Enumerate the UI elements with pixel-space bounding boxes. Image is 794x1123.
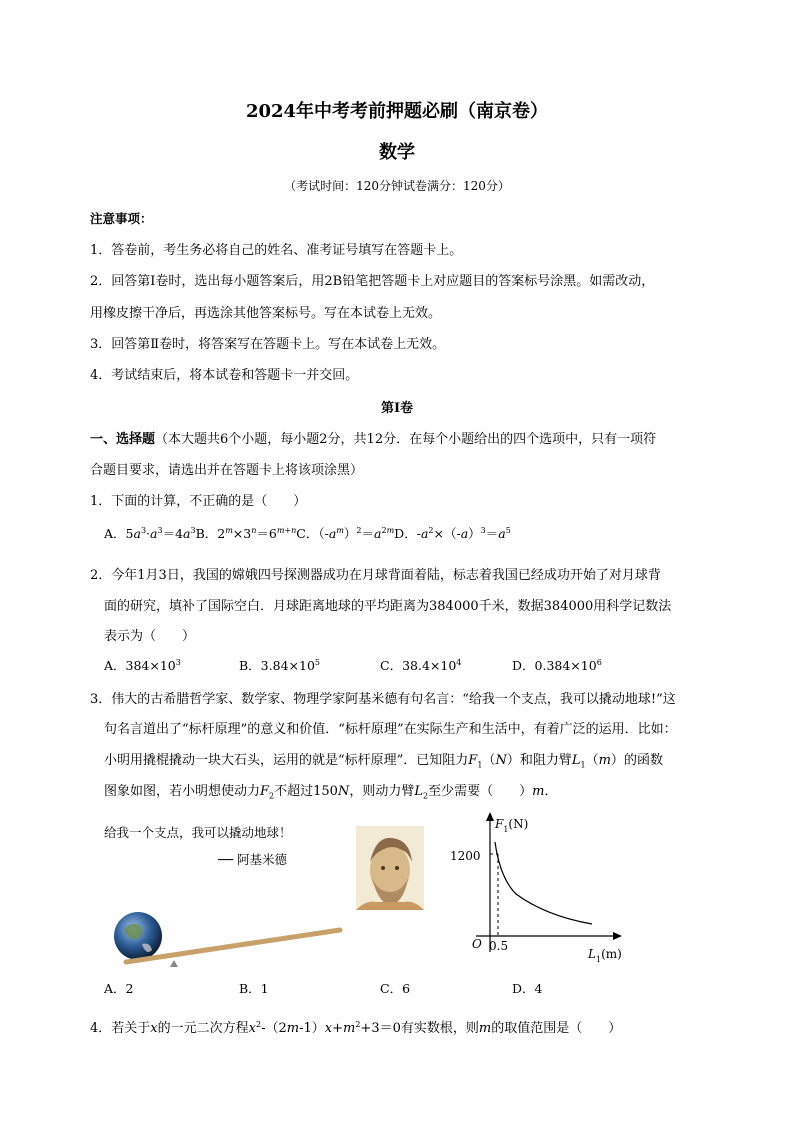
- q2-option-c: [380, 656, 461, 674]
- q3-line4b: 不超过150: [274, 784, 338, 799]
- y-axis-arrow: [486, 812, 494, 821]
- q3-line3c: 的函数: [623, 753, 663, 768]
- q4-stem-b: 的一元二次方程: [157, 1021, 249, 1036]
- inverse-function-graph: [446, 808, 626, 968]
- origin-label: O: [472, 937, 482, 951]
- note-item: 4．考试结束后，将本试卷和答题卡一并交回。: [90, 368, 359, 383]
- part-heading: 一、选择题: [90, 432, 156, 447]
- q2-option-a-text: A．384×10: [104, 658, 176, 673]
- q1-opt-b-label: B．: [195, 526, 218, 541]
- q4-stem-d: 的取值范围是（ ）: [491, 1021, 622, 1036]
- q3-line1: 3．伟大的古希腊哲学家、数学家、物理学家阿基米德有句名言：“给我一个支点，我可以撬动地球!”这: [90, 692, 676, 707]
- q3-option-a: A．2: [104, 981, 134, 996]
- q3-line3b: 和阻力臂: [519, 753, 572, 768]
- fulcrum-icon: [170, 960, 178, 967]
- q2-line2: 面的研究，填补了国际空白．月球距离地球的平均距离为384000千米，数据384000用科学记数法: [104, 599, 672, 614]
- note-item: 2．回答第Ⅰ卷时，选出每小题答案后，用2B铅笔把答题卡上对应题目的答案标号涂黑。如需改动，: [90, 274, 655, 289]
- q4-stem-a: 4．若关于: [90, 1021, 151, 1036]
- q3-line4a: 图象如图，若小明想使动力: [104, 784, 261, 799]
- q2-option-d-text: D．0.384×10: [512, 658, 597, 673]
- q4-stem-c: 有实数根，则: [400, 1021, 479, 1036]
- exam-info: （考试时间：120分钟试卷满分：120分）: [284, 179, 510, 193]
- x-axis-arrow: [613, 932, 622, 940]
- part-desc-1: （本大题共6个小题，每小题2分，共12分．在每个小题给出的四个选项中，只有一项符: [155, 432, 657, 447]
- y-tick-label: 1200: [450, 849, 481, 863]
- subject-title: 数学: [379, 142, 415, 163]
- q2-option-b: [239, 656, 320, 674]
- q3-line4: 图象如图，若小明想使动力$F_2$不超过150N，则动力臂$L_2$至少需要（ ）m．: [104, 784, 558, 801]
- x-tick-label: 0.5: [489, 939, 509, 953]
- q1-opt-a-label: A．: [104, 526, 126, 541]
- q1-options: A．$5a^3\cdot a^3=4a^3B$．$2^m\times 3^n=6^{m+n}C$．$(-a^m)^2=a^{2m}D$．$-a^2\times(-a)^3=a^5$: [104, 526, 511, 541]
- inverse-curve: [495, 842, 592, 924]
- q1-opt-c-label: C．: [296, 526, 319, 541]
- note-item: 用橡皮擦干净后，再选涂其他答案标号。写在本试卷上无效。: [90, 306, 442, 321]
- q3-line3a: 小明用撬棍撬动一块大石头，运用的就是“标杆原理”．已知阻力: [104, 753, 469, 768]
- notes-heading: 注意事项：: [90, 211, 153, 226]
- section-title: 第Ⅰ卷: [380, 401, 414, 416]
- q3-line4c: ，则动力臂: [349, 784, 415, 799]
- q2-option-a-exp: 3: [175, 658, 181, 667]
- q2-option-d-exp: 6: [596, 658, 602, 667]
- archimedes-portrait: [356, 826, 424, 910]
- earth-icon: [114, 912, 162, 960]
- q2-option-b-exp: 5: [314, 658, 320, 667]
- q3-option-c: C．6: [380, 981, 411, 996]
- q2-option-d: [512, 656, 602, 674]
- quote-author: ── 阿基米德: [218, 852, 288, 867]
- y-axis-label: $F_1(N)$: [495, 817, 529, 834]
- q1-opt-d-label: D．: [394, 526, 417, 541]
- lever-illustration: [108, 880, 348, 970]
- q3-line2: 句名言道出了“标杆原理”的意义和价值．“标杆原理”在实际生产和生活中，有着广泛的运用．比如：: [104, 722, 677, 737]
- q2-line1: 2．今年1月3日，我国的嫦娥四号探测器成功在月球背面着陆，标志着我国已经成功开始了对月球背: [90, 568, 661, 583]
- q3-option-b: B．1: [239, 981, 269, 996]
- q3-option-d: D．4: [512, 981, 543, 996]
- archimedes-quote: 给我一个支点，我可以撬动地球！: [104, 825, 292, 840]
- q1-stem: 1．下面的计算，不正确的是（ ）: [90, 494, 307, 509]
- q2-option-c-text: C．38.4×10: [380, 658, 457, 673]
- q2-option-c-exp: 4: [456, 658, 462, 667]
- q2-option-b-text: B．3.84×10: [239, 658, 315, 673]
- q2-line3: 表示为（ ）: [104, 629, 196, 644]
- note-item: 3．回答第Ⅱ卷时，将答案写在答题卡上。写在本试卷上无效。: [90, 337, 446, 352]
- x-axis-label: $L_1(m)$: [588, 947, 622, 964]
- q3-line4d: 至少需要（ ）: [428, 784, 533, 799]
- part-desc-2: 合题目要求，请选出并在答题卡上将该项涂黑）: [90, 463, 364, 478]
- q4-stem: 4．若关于x的一元二次方程$x^2-(2m-1)x+m^2+3=0$有实数根，则m的取值范围是（ ）: [90, 1020, 622, 1036]
- note-item: 1．答卷前，考生务必将自己的姓名、准考证号填写在答题卡上。: [90, 243, 463, 258]
- q3-line3: 小明用撬棍撬动一块大石头，运用的就是“标杆原理”．已知阻力$F_1(N)$和阻力臂$L_1(m)$的函数: [104, 753, 663, 770]
- page-title: 2024年中考考前押题必刷（南京卷）: [245, 101, 549, 122]
- q2-option-a: [104, 656, 181, 674]
- part-heading-line: [90, 428, 656, 447]
